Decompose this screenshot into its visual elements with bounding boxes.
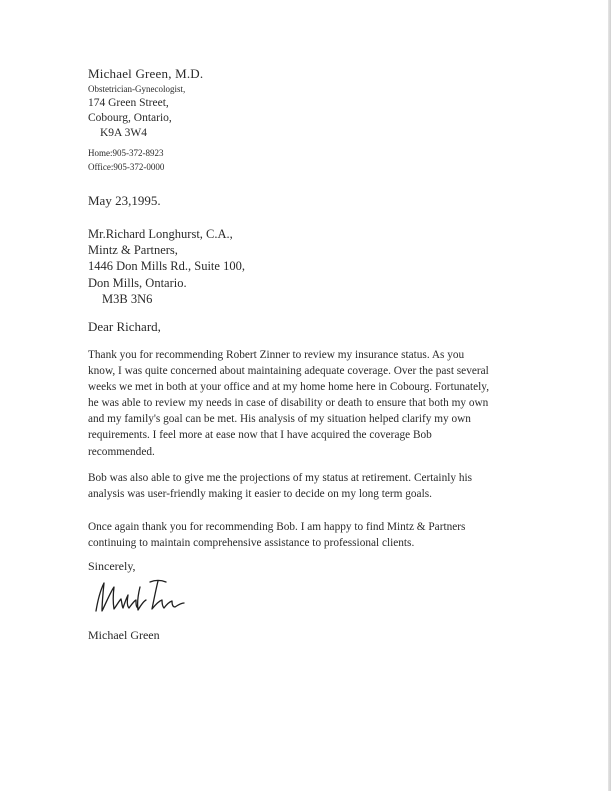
paragraph-line: weeks we met in both at your office and at my home home here in Cobourg. Fortunately,: [88, 381, 490, 394]
paragraph-line: requirements. I feel more at ease now that I have acquired the coverage Bob: [88, 429, 432, 442]
recipient-street: 1446 Don Mills Rd., Suite 100,: [88, 259, 245, 274]
body-paragraph-2: [88, 470, 528, 502]
paragraph-line: recommended.: [88, 445, 155, 458]
complimentary-close: Sincerely,: [88, 559, 136, 573]
recipient-address: [88, 226, 245, 307]
sender-title: Obstetrician-Gynecologist,: [88, 84, 186, 94]
paragraph-line: Once again thank you for recommending Bob. I am happy to find Mintz & Partners: [88, 521, 466, 533]
recipient-name: Mr.Richard Longhurst, C.A.,: [88, 227, 233, 241]
recipient-firm: Mintz & Partners,: [88, 243, 178, 258]
paragraph-line: and my family's goal can be met. His analysis of my situation helped clarify my own: [88, 413, 471, 426]
sender-phones: [88, 146, 164, 174]
recipient-postal-code: M3B 3N6: [102, 291, 153, 306]
signer-name: Michael Green: [88, 628, 160, 642]
paragraph-line: he was able to review my needs in case of disability or death to ensure that both my own: [88, 397, 489, 410]
body-paragraph-1: [88, 347, 528, 460]
paragraph-line: continuing to maintain comprehensive assistance to professional clients.: [88, 537, 415, 550]
salutation: Dear Richard,: [88, 319, 161, 334]
office-phone: Office:905-372-0000: [88, 162, 165, 172]
handwritten-signature: [92, 575, 188, 619]
sender-city: Cobourg, Ontario,: [88, 112, 172, 124]
sender-street: 174 Green Street,: [88, 97, 169, 109]
body-paragraph-3: [88, 519, 528, 551]
letter-date: May 23,1995.: [88, 193, 161, 208]
recipient-city: Don Mills, Ontario.: [88, 275, 187, 290]
sender-letterhead: [88, 66, 203, 139]
paragraph-line: Thank you for recommending Robert Zinner to review my insurance status. As you: [88, 349, 465, 361]
paragraph-line: know, I was quite concerned about maintaining adequate coverage. Over the past several: [88, 365, 489, 378]
sender-postal-code: K9A 3W4: [100, 127, 147, 139]
paragraph-line: Bob was also able to give me the projections of my status at retirement. Certainly his: [88, 472, 473, 484]
sender-name: Michael Green, M.D.: [88, 66, 204, 81]
home-phone: Home:905-372-8923: [88, 148, 164, 158]
paragraph-line: analysis was user-friendly making it easier to decide on my long term goals.: [88, 488, 432, 501]
